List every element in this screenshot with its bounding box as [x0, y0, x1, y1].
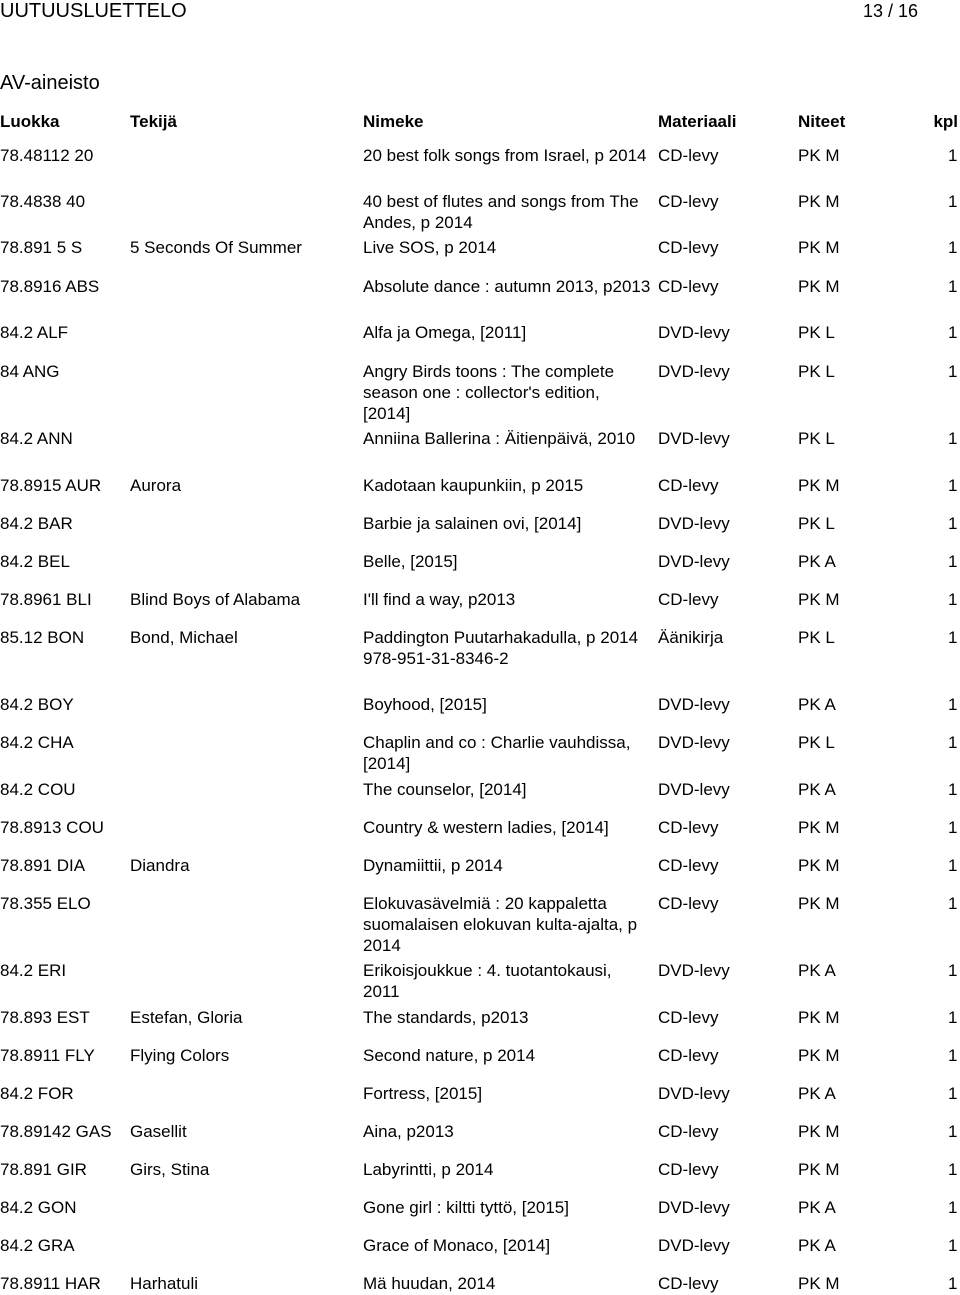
row-materiaali: CD-levy [658, 818, 719, 837]
row-kpl: 1 [948, 323, 958, 342]
row-kpl: 1 [948, 476, 958, 495]
row-niteet: PK M [798, 238, 840, 257]
row-niteet: PK L [798, 429, 835, 448]
row-luokka: 78.8916 ABS [0, 277, 100, 296]
row-luokka: 78.8961 BLI [0, 590, 92, 609]
row-kpl: 1 [948, 856, 958, 875]
row-niteet: PK L [798, 514, 835, 533]
row-niteet: PK M [798, 476, 840, 495]
row-nimeke: Kadotaan kaupunkiin, p 2015 [363, 476, 584, 495]
row-materiaali: DVD-levy [658, 1084, 730, 1103]
row-materiaali: DVD-levy [658, 733, 730, 752]
row-niteet: PK L [798, 323, 835, 342]
row-nimeke: 40 best of flutes and songs from The Andes, p 2014 [363, 192, 639, 232]
row-niteet: PK A [798, 1236, 836, 1255]
row-materiaali: DVD-levy [658, 362, 730, 381]
row-niteet: PK M [798, 1160, 840, 1179]
row-kpl: 1 [948, 1008, 958, 1027]
row-niteet: PK M [798, 1046, 840, 1065]
row-nimeke: Belle, [2015] [363, 552, 458, 571]
column-header-tekija: Tekijä [130, 112, 177, 131]
row-luokka: 84.2 FOR [0, 1084, 74, 1103]
section-title: AV-aineisto [0, 72, 100, 94]
row-nimeke: Labyrintti, p 2014 [363, 1160, 494, 1179]
row-nimeke: Live SOS, p 2014 [363, 238, 497, 257]
row-tekija: Estefan, Gloria [130, 1008, 243, 1027]
row-niteet: PK A [798, 1198, 836, 1217]
row-niteet: PK A [798, 1084, 836, 1103]
row-kpl: 1 [948, 1236, 958, 1255]
row-nimeke: Elokuvasävelmiä : 20 kappaletta suomalaisen elokuvan kulta-ajalta, p 2014 [363, 894, 638, 955]
row-luokka: 84.2 BEL [0, 552, 70, 571]
row-nimeke: Angry Birds toons : The complete season one : collector's edition, [2014] [363, 362, 615, 423]
row-luokka: 78.8915 AUR [0, 476, 102, 495]
document-title: UUTUUSLUETTELO [0, 0, 187, 22]
row-materiaali: CD-levy [658, 146, 719, 165]
row-niteet: PK M [798, 894, 840, 913]
row-nimeke: I'll find a way, p2013 [363, 590, 516, 609]
row-nimeke: Alfa ja Omega, [2011] [363, 323, 527, 342]
row-kpl: 1 [948, 1160, 958, 1179]
row-nimeke: Dynamiittii, p 2014 [363, 856, 503, 875]
row-tekija: Girs, Stina [130, 1160, 210, 1179]
row-luokka: 84 ANG [0, 362, 60, 381]
row-nimeke: Boyhood, [2015] [363, 695, 487, 714]
row-kpl: 1 [948, 1084, 958, 1103]
row-luokka: 78.8911 HAR [0, 1274, 101, 1293]
row-niteet: PK M [798, 1122, 840, 1141]
row-materiaali: CD-levy [658, 1008, 719, 1027]
row-luokka: 84.2 ALF [0, 323, 69, 342]
row-kpl: 1 [948, 590, 958, 609]
row-materiaali: CD-levy [658, 476, 719, 495]
row-niteet: PK M [798, 192, 840, 211]
row-niteet: PK M [798, 1008, 840, 1027]
row-niteet: PK A [798, 961, 836, 980]
row-nimeke: Fortress, [2015] [363, 1084, 483, 1103]
row-nimeke: Grace of Monaco, [2014] [363, 1236, 551, 1255]
row-kpl: 1 [948, 238, 958, 257]
row-niteet: PK M [798, 856, 840, 875]
row-tekija: Diandra [130, 856, 190, 875]
row-luokka: 78.891 5 S [0, 238, 83, 257]
row-nimeke: Absolute dance : autumn 2013, p2013 [363, 277, 651, 296]
row-materiaali: CD-levy [658, 192, 719, 211]
row-tekija: Aurora [130, 476, 182, 495]
row-tekija: Flying Colors [130, 1046, 230, 1065]
row-niteet: PK L [798, 628, 835, 647]
row-niteet: PK A [798, 552, 836, 571]
row-kpl: 1 [948, 628, 958, 647]
row-nimeke: Aina, p2013 [363, 1122, 454, 1141]
row-luokka: 78.8911 FLY [0, 1046, 95, 1065]
row-kpl: 1 [948, 894, 958, 913]
row-niteet: PK L [798, 362, 835, 381]
row-kpl: 1 [948, 146, 958, 165]
row-kpl: 1 [948, 362, 958, 381]
row-kpl: 1 [948, 961, 958, 980]
row-luokka: 78.89142 GAS [0, 1122, 112, 1141]
row-luokka: 78.891 DIA [0, 856, 86, 875]
row-kpl: 1 [948, 514, 958, 533]
row-kpl: 1 [948, 695, 958, 714]
row-niteet: PK A [798, 780, 836, 799]
row-nimeke: The standards, p2013 [363, 1008, 529, 1027]
row-kpl: 1 [948, 1122, 958, 1141]
row-kpl: 1 [948, 733, 958, 752]
row-nimeke: Chaplin and co : Charlie vauhdissa, [2014] [363, 733, 631, 773]
row-luokka: 84.2 ANN [0, 429, 73, 448]
column-header-nimeke: Nimeke [363, 112, 424, 131]
row-tekija: Harhatuli [130, 1274, 199, 1293]
row-materiaali: CD-levy [658, 856, 719, 875]
row-materiaali: CD-levy [658, 1046, 719, 1065]
row-luokka: 84.2 COU [0, 780, 76, 799]
row-tekija: Gasellit [130, 1122, 187, 1141]
row-niteet: PK M [798, 818, 840, 837]
row-nimeke: Erikoisjoukkue : 4. tuotantokausi, 2011 [363, 961, 612, 1001]
row-materiaali: CD-levy [658, 1274, 719, 1293]
row-materiaali: CD-levy [658, 590, 719, 609]
row-materiaali: CD-levy [658, 1122, 719, 1141]
row-luokka: 78.893 EST [0, 1008, 90, 1027]
row-materiaali: DVD-levy [658, 1198, 730, 1217]
column-header-luokka: Luokka [0, 112, 60, 131]
column-header-materiaali: Materiaali [658, 112, 737, 131]
row-nimeke: Barbie ja salainen ovi, [2014] [363, 514, 582, 533]
row-luokka: 84.2 ERI [0, 961, 67, 980]
row-luokka: 78.4838 40 [0, 192, 86, 211]
row-nimeke: The counselor, [2014] [363, 780, 527, 799]
row-materiaali: DVD-levy [658, 695, 730, 714]
row-tekija: Blind Boys of Alabama [130, 590, 301, 609]
row-kpl: 1 [948, 780, 958, 799]
row-materiaali: DVD-levy [658, 323, 730, 342]
row-materiaali: CD-levy [658, 1160, 719, 1179]
row-luokka: 78.891 GIR [0, 1160, 87, 1179]
row-nimeke: Second nature, p 2014 [363, 1046, 536, 1065]
row-kpl: 1 [948, 429, 958, 448]
row-kpl: 1 [948, 1046, 958, 1065]
row-materiaali: CD-levy [658, 894, 719, 913]
row-luokka: 84.2 BAR [0, 514, 73, 533]
row-materiaali: DVD-levy [658, 514, 730, 533]
row-tekija: 5 Seconds Of Summer [130, 238, 302, 257]
row-materiaali: DVD-levy [658, 429, 730, 448]
row-kpl: 1 [948, 1198, 958, 1217]
row-niteet: PK A [798, 695, 836, 714]
row-luokka: 78.48112 20 [0, 146, 94, 165]
column-header-niteet: Niteet [798, 112, 846, 131]
row-luokka: 84.2 GRA [0, 1236, 75, 1255]
row-kpl: 1 [948, 192, 958, 211]
row-niteet: PK M [798, 277, 840, 296]
row-nimeke: Anniina Ballerina : Äitienpäivä, 2010 [363, 429, 636, 448]
row-materiaali: DVD-levy [658, 961, 730, 980]
row-niteet: PK L [798, 733, 835, 752]
row-materiaali: DVD-levy [658, 1236, 730, 1255]
page-number: 13 / 16 [862, 1, 918, 21]
row-kpl: 1 [948, 818, 958, 837]
row-materiaali: Äänikirja [658, 628, 724, 647]
row-nimeke: Mä huudan, 2014 [363, 1274, 496, 1293]
row-materiaali: DVD-levy [658, 552, 730, 571]
row-nimeke: Country & western ladies, [2014] [363, 818, 609, 837]
row-nimeke: Gone girl : kiltti tyttö, [2015] [363, 1198, 569, 1217]
row-luokka: 78.8913 COU [0, 818, 104, 837]
column-header-kpl: kpl [933, 112, 958, 131]
row-kpl: 1 [948, 552, 958, 571]
row-nimeke: Paddington Puutarhakadulla, p 2014 978-951-31-8346-2 [363, 628, 639, 668]
row-luokka: 84.2 GON [0, 1198, 77, 1217]
row-materiaali: CD-levy [658, 277, 719, 296]
row-niteet: PK M [798, 146, 840, 165]
row-niteet: PK M [798, 590, 840, 609]
row-materiaali: CD-levy [658, 238, 719, 257]
row-materiaali: DVD-levy [658, 780, 730, 799]
row-niteet: PK M [798, 1274, 840, 1293]
row-luokka: 85.12 BON [0, 628, 85, 647]
row-luokka: 84.2 BOY [0, 695, 74, 714]
row-nimeke: 20 best folk songs from Israel, p 2014 [363, 146, 647, 165]
row-luokka: 78.355 ELO [0, 894, 91, 913]
row-kpl: 1 [948, 277, 958, 296]
row-kpl: 1 [948, 1274, 958, 1293]
row-tekija: Bond, Michael [130, 628, 238, 647]
row-luokka: 84.2 CHA [0, 733, 74, 752]
